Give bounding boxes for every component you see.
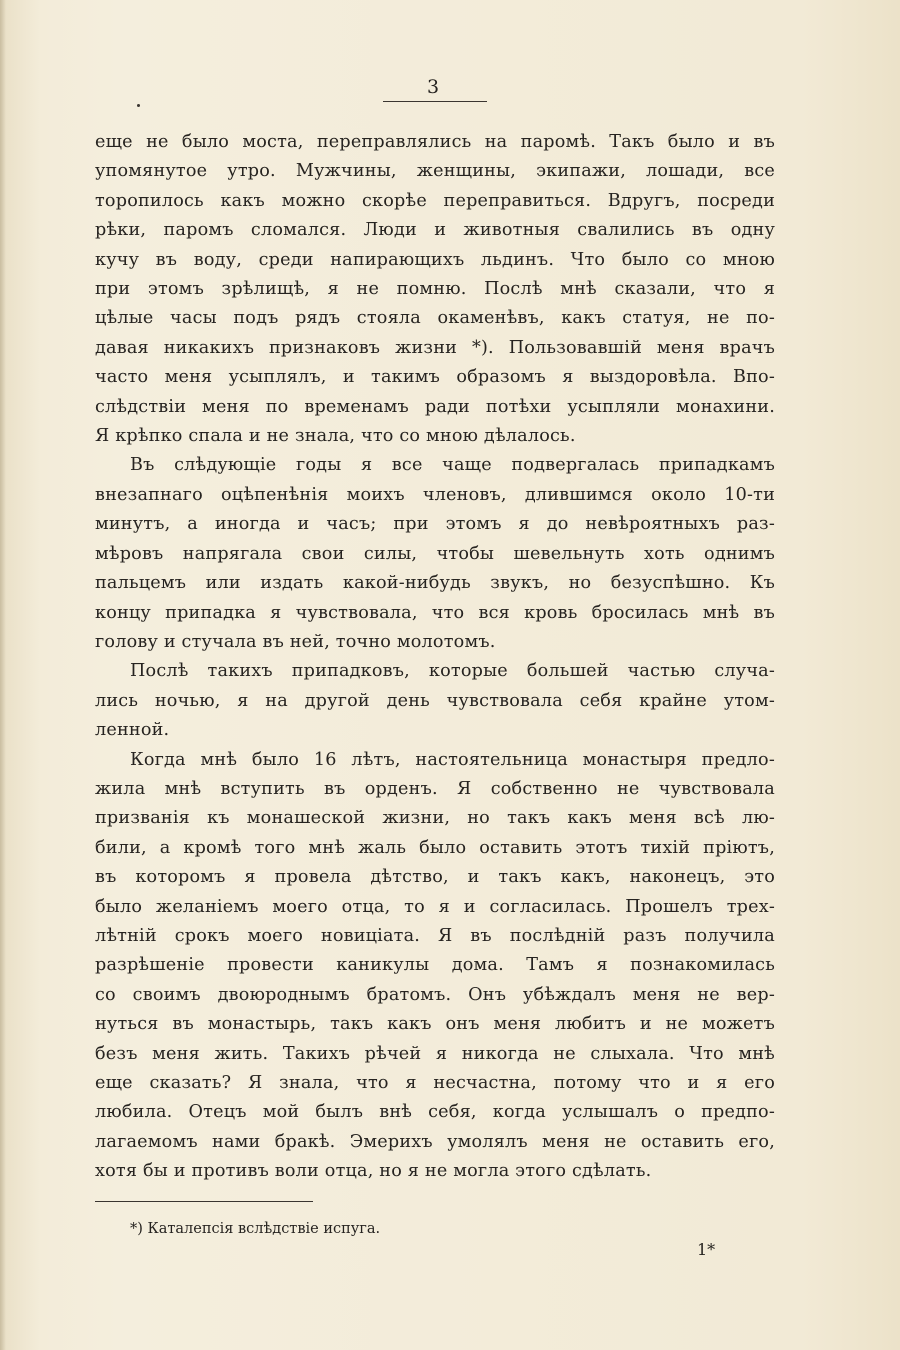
text-line: Я крѣпко спала и не знала, что со мною дѣлалось. bbox=[95, 426, 576, 447]
text-line: цѣлые часы подъ рядъ стояла окаменѣвъ, какъ статуя, не по- bbox=[95, 308, 775, 329]
paragraph bbox=[95, 451, 775, 657]
text-line: еще сказать? Я знала, что я несчастна, потому что и я его bbox=[95, 1073, 775, 1093]
text-line: мѣровъ напрягала свои силы, чтобы шевельнуть хоть однимъ bbox=[95, 543, 775, 564]
page-binding-shadow bbox=[0, 0, 6, 1350]
paragraph bbox=[95, 657, 775, 745]
text-line: со своимъ двоюроднымъ братомъ. Онъ убѣждалъ меня не вер- bbox=[95, 984, 775, 1005]
paragraph bbox=[95, 746, 775, 1187]
text-line: торопилось какъ можно скорѣе переправиться. Вдругъ, посреди bbox=[95, 190, 775, 211]
text-line: внезапнаго оцѣпенѣнія моихъ членовъ, длившимся около 10-ти bbox=[95, 484, 775, 505]
text-line: нуться въ монастырь, такъ какъ онъ меня любитъ и не можетъ bbox=[95, 1014, 775, 1035]
text-line: Послѣ такихъ припадковъ, которые большей частью случа- bbox=[130, 661, 775, 682]
page-number: 3 bbox=[426, 76, 440, 98]
text-line: ленной. bbox=[95, 720, 170, 741]
text-line: призванія къ монашеской жизни, но такъ какъ меня всѣ лю- bbox=[95, 808, 775, 829]
text-line: часто меня усыплялъ, и такимъ образомъ я выздоровѣла. Впо- bbox=[95, 367, 775, 388]
text-line: рѣки, паромъ сломался. Люди и животныя свалились въ одну bbox=[95, 220, 775, 241]
paragraph bbox=[95, 128, 775, 451]
signature-mark: 1* bbox=[697, 1240, 716, 1259]
text-line: еще не было моста, переправлялись на паромѣ. Такъ было и въ bbox=[95, 132, 775, 152]
footnote: *) Каталепсія вслѣдствіе испуга. bbox=[130, 1221, 381, 1237]
body-text bbox=[95, 128, 775, 1187]
text-line: хотя бы и противъ воли отца, но я не могла этого сдѣлать. bbox=[95, 1161, 652, 1182]
header-rule bbox=[383, 101, 487, 102]
text-line: слѣдствіи меня по временамъ ради потѣхи усыпляли монахини. bbox=[95, 396, 775, 417]
text-line: лись ночью, я на другой день чувствовала себя крайне утом- bbox=[95, 690, 775, 711]
text-line: было желаніемъ моего отца, то я и согласилась. Прошелъ трех- bbox=[95, 896, 775, 917]
text-line: концу припадка я чувствовала, что вся кровь бросилась мнѣ въ bbox=[95, 602, 775, 623]
footnote-rule bbox=[95, 1201, 313, 1202]
text-line: Въ слѣдующіе годы я все чаще подвергалась припадкамъ bbox=[130, 455, 775, 476]
text-line: упомянутое утро. Мужчины, женщины, экипажи, лошади, все bbox=[95, 161, 775, 182]
text-line: били, а кромѣ того мнѣ жаль было оставить этотъ тихій пріютъ, bbox=[95, 837, 775, 858]
text-line: лагаемомъ нами бракѣ. Эмерихъ умолялъ меня не оставить его, bbox=[95, 1131, 775, 1152]
ink-speck bbox=[137, 104, 140, 107]
text-line: пальцемъ или издать какой-нибудь звукъ, но безуспѣшно. Къ bbox=[95, 573, 775, 594]
text-line: безъ меня жить. Такихъ рѣчей я никогда не слыхала. Что мнѣ bbox=[95, 1043, 775, 1064]
text-line: лѣтній срокъ моего новиціата. Я въ послѣдній разъ получила bbox=[95, 925, 775, 946]
text-line: любила. Отецъ мой былъ внѣ себя, когда услышалъ о предпо- bbox=[95, 1102, 775, 1123]
text-line: разрѣшеніе провести каникулы дома. Тамъ я познакомилась bbox=[95, 955, 775, 976]
text-line: минутъ, а иногда и часъ; при этомъ я до невѣроятныхъ раз- bbox=[95, 514, 775, 535]
text-line: жила мнѣ вступить въ орденъ. Я собственно не чувствовала bbox=[95, 778, 775, 799]
text-line: въ которомъ я провела дѣтство, и такъ какъ, наконецъ, это bbox=[95, 867, 775, 888]
text-line: голову и стучала въ ней, точно молотомъ. bbox=[95, 631, 496, 652]
text-line: давая никакихъ признаковъ жизни *). Пользовавшій меня врачъ bbox=[95, 337, 775, 358]
text-line: Когда мнѣ было 16 лѣтъ, настоятельница монастыря предло- bbox=[130, 749, 775, 770]
text-line: при этомъ зрѣлищѣ, я не помню. Послѣ мнѣ сказали, что я bbox=[95, 279, 775, 300]
text-line: кучу въ воду, среди напирающихъ льдинъ. Что было со мною bbox=[95, 249, 775, 270]
